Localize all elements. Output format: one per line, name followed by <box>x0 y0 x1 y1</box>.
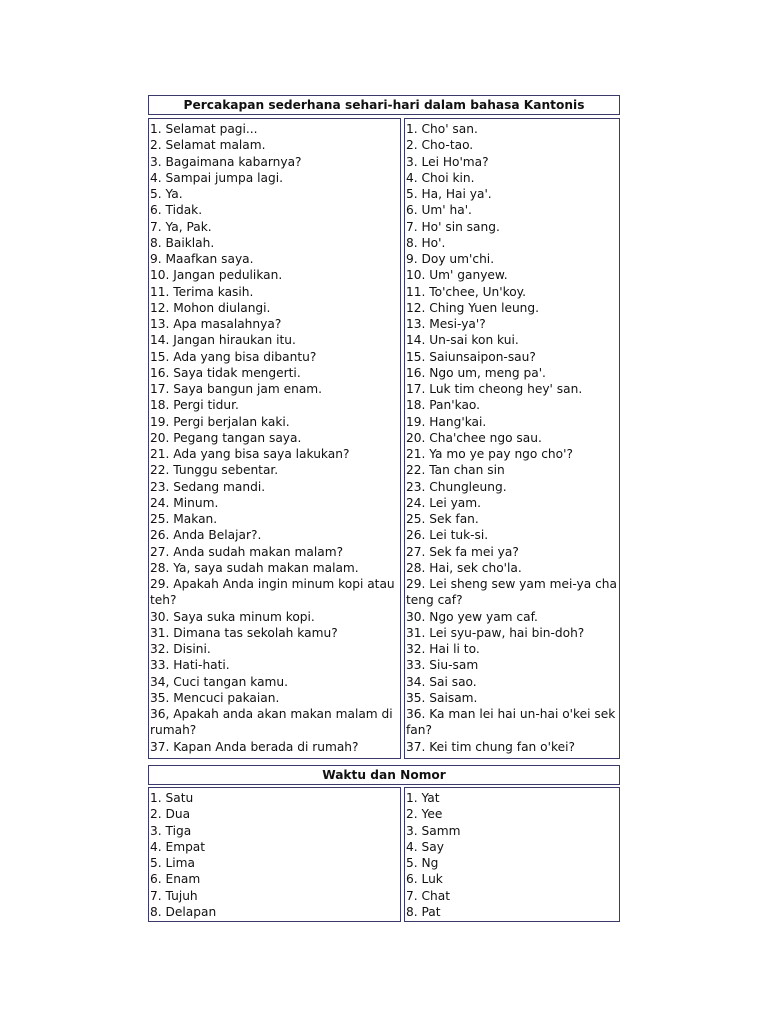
phrase-row: 18. Pan'kao. <box>406 398 481 413</box>
phrase-row: 4. Choi kin. <box>406 170 475 185</box>
phrase-row: 6. Enam <box>150 872 201 887</box>
phrase-row: 37. Kei tim chung fan o'kei? <box>406 739 575 754</box>
phrase-row: 26. Lei tuk-si. <box>406 528 489 543</box>
phrase-row: 31. Dimana tas sekolah kamu? <box>150 625 338 640</box>
phrase-row: 1. Yat <box>406 791 440 805</box>
phrase-row: 7. Tujuh <box>150 888 198 903</box>
phrase-row: 20. Pegang tangan saya. <box>150 430 302 445</box>
phrase-row: 11. To'chee, Un'koy. <box>406 284 527 299</box>
phrase-row: 33. Siu-sam <box>406 658 479 673</box>
phrase-row: 12. Mohon diulangi. <box>150 300 271 315</box>
phrase-row: 27. Sek fa mei ya? <box>406 544 519 559</box>
phrase-row: 32. Disini. <box>150 642 211 656</box>
phrase-row: 7. Chat <box>406 888 450 903</box>
cantonese-numbers-column <box>404 787 620 922</box>
phrase-row: 6. Luk <box>406 872 443 887</box>
phrase-row: 16. Ngo um, meng pa'. <box>406 365 546 380</box>
phrase-row: 29. Apakah Anda ingin minum kopi atau teh? <box>150 577 395 608</box>
phrase-row: 4. Say <box>406 839 444 854</box>
indonesian-numbers-column <box>148 787 401 922</box>
phrase-row: 13. Mesi-ya'? <box>406 317 486 331</box>
phrase-row: 19. Hang'kai. <box>406 414 487 429</box>
phrase-row: 33. Hati-hati. <box>150 658 230 673</box>
phrase-row: 2. Yee <box>406 807 443 822</box>
phrase-row: 8. Delapan <box>150 904 217 919</box>
phrase-row: 10. Jangan pedulikan. <box>150 268 283 283</box>
phrase-row: 3. Samm <box>406 823 461 838</box>
phrase-row: 6. Um' ha'. <box>406 203 472 218</box>
section-title-conversation: Percakapan sederhana sehari-hari dalam bahasa Kantonis <box>148 95 620 115</box>
phrase-row: 14. Un-sai kon kui. <box>406 333 519 348</box>
phrase-row: 8. Ho'. <box>406 235 446 250</box>
phrase-row: 3. Lei Ho'ma? <box>406 154 489 169</box>
phrase-row: 9. Doy um'chi. <box>406 252 495 266</box>
phrase-row: 8. Pat <box>406 904 441 919</box>
phrase-row: 13. Apa masalahnya? <box>150 317 282 331</box>
phrase-row: 29. Lei sheng sew yam mei-ya cha teng caf? <box>406 577 618 608</box>
phrase-row: 15. Saiunsaipon-sau? <box>406 349 536 364</box>
phrase-row: 2. Selamat malam. <box>150 138 266 153</box>
phrase-row: 26. Anda Belajar?. <box>150 528 262 543</box>
phrase-row: 25. Sek fan. <box>406 512 479 526</box>
phrase-row: 2. Dua <box>150 807 191 822</box>
phrase-row: 4. Empat <box>150 839 206 854</box>
phrase-row: 16. Saya tidak mengerti. <box>150 365 301 380</box>
phrase-row: 14. Jangan hiraukan itu. <box>150 333 296 348</box>
phrase-row: 8. Baiklah. <box>150 235 215 250</box>
phrase-row: 31. Lei syu-paw, hai bin-doh? <box>406 625 585 640</box>
phrase-row: 21. Ada yang bisa saya lakukan? <box>150 447 350 461</box>
phrase-row: 25. Makan. <box>150 512 218 526</box>
section-title-time-and-numbers: Waktu dan Nomor <box>148 765 620 785</box>
phrase-row: 12. Ching Yuen leung. <box>406 300 540 315</box>
phrase-row: 36, Apakah anda akan makan malam di rumah? <box>150 707 393 738</box>
phrase-row: 27. Anda sudah makan malam? <box>150 544 344 559</box>
phrase-row: 5. Lima <box>150 856 196 870</box>
phrase-row: 34. Sai sao. <box>406 674 477 689</box>
phrase-row: 30. Saya suka minum kopi. <box>150 609 315 624</box>
phrase-row: 23. Chungleung. <box>406 479 507 494</box>
phrase-row: 17. Saya bangun jam enam. <box>150 382 323 396</box>
phrase-row: 15. Ada yang bisa dibantu? <box>150 349 317 364</box>
indonesian-phrases-column <box>148 118 401 759</box>
phrase-row: 21. Ya mo ye pay ngo cho'? <box>406 447 573 461</box>
phrase-row: 35. Saisam. <box>406 690 478 705</box>
phrase-row: 20. Cha'chee ngo sau. <box>406 430 542 445</box>
phrase-row: 22. Tunggu sebentar. <box>150 463 279 478</box>
phrase-row: 37. Kapan Anda berada di rumah? <box>150 739 359 754</box>
phrase-row: 23. Sedang mandi. <box>150 479 266 494</box>
phrase-row: 4. Sampai jumpa lagi. <box>150 170 283 185</box>
phrase-row: 1. Selamat pagi... <box>150 122 258 136</box>
phrase-row: 24. Lei yam. <box>406 495 482 510</box>
phrase-row: 32. Hai li to. <box>406 642 480 656</box>
phrase-row: 2. Cho-tao. <box>406 138 474 153</box>
phrase-row: 3. Bagaimana kabarnya? <box>150 154 302 169</box>
phrase-row: 5. Ha, Hai ya'. <box>406 187 492 201</box>
phrase-row: 30. Ngo yew yam caf. <box>406 609 538 624</box>
cantonese-phrases-column <box>404 118 620 759</box>
phrase-row: 5. Ng <box>406 856 439 870</box>
phrase-row: 28. Hai, sek cho'la. <box>406 560 522 575</box>
phrase-row: 1. Cho' san. <box>406 122 478 136</box>
phrase-row: 7. Ya, Pak. <box>150 219 212 234</box>
phrase-row: 35. Mencuci pakaian. <box>150 690 280 705</box>
phrase-row: 6. Tidak. <box>150 203 203 218</box>
phrase-row: 9. Maafkan saya. <box>150 252 254 266</box>
phrase-row: 28. Ya, saya sudah makan malam. <box>150 560 359 575</box>
phrase-row: 11. Terima kasih. <box>150 284 254 299</box>
phrase-row: 34, Cuci tangan kamu. <box>150 674 289 689</box>
phrase-row: 17. Luk tim cheong hey' san. <box>406 382 583 396</box>
phrase-row: 10. Um' ganyew. <box>406 268 508 283</box>
phrase-row: 36. Ka man lei hai un-hai o'kei sek fan? <box>406 707 616 738</box>
phrase-row: 5. Ya. <box>150 187 183 201</box>
phrase-row: 18. Pergi tidur. <box>150 398 239 413</box>
phrase-row: 3. Tiga <box>150 823 192 838</box>
phrase-row: 22. Tan chan sin <box>406 463 505 478</box>
phrase-row: 19. Pergi berjalan kaki. <box>150 414 290 429</box>
phrase-row: 24. Minum. <box>150 495 219 510</box>
phrase-row: 1. Satu <box>150 791 194 805</box>
phrase-row: 7. Ho' sin sang. <box>406 219 500 234</box>
